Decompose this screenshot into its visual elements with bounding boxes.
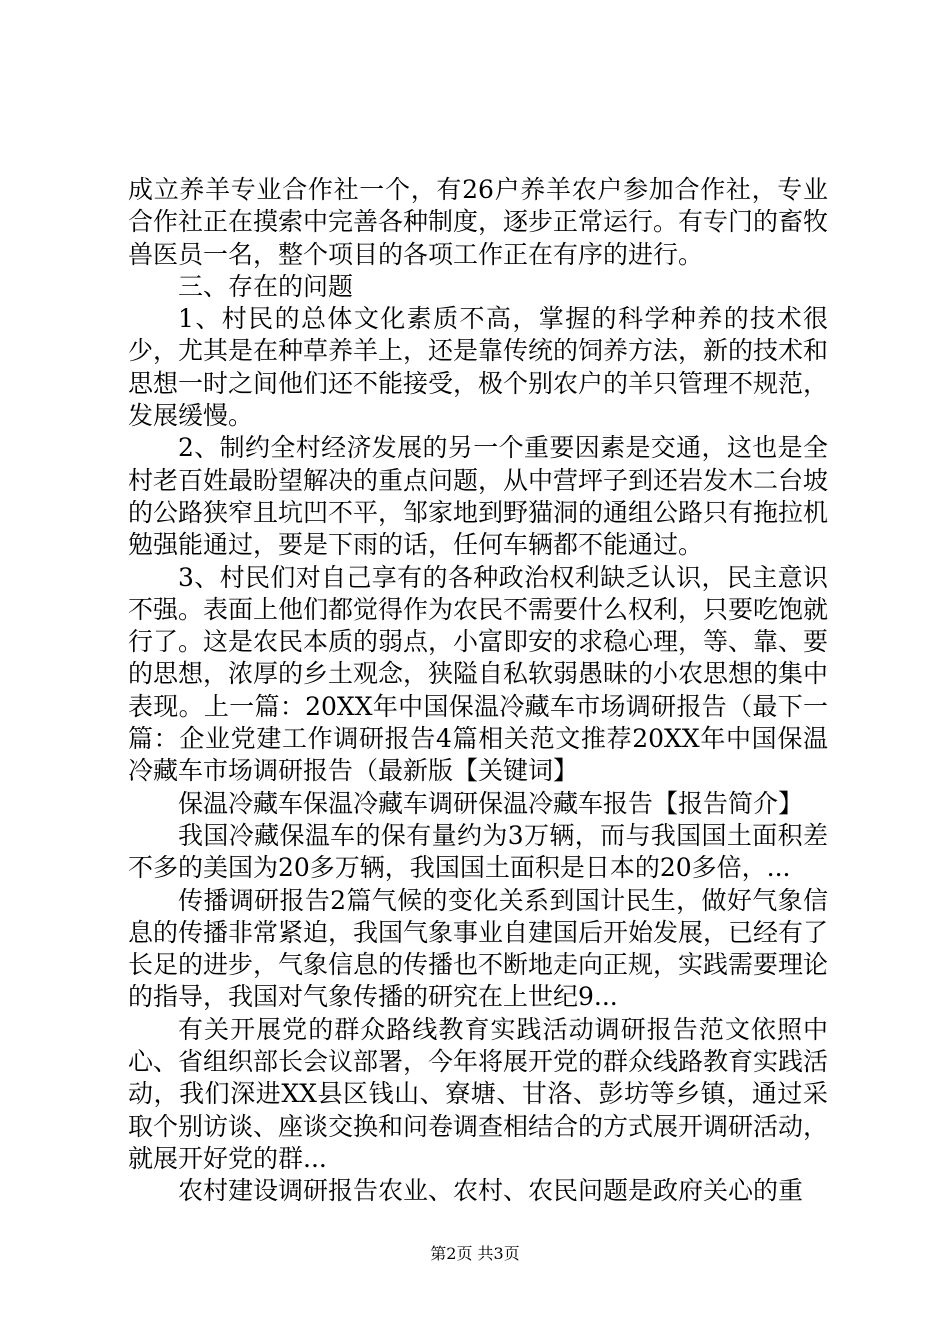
paragraph-problem-1: 1、村民的总体文化素质不高，掌握的科学种养的技术很少，尤其是在种草养羊上，还是靠传统的饲养方法，新的技术和思想一时之间他们还不能接受，极个别农户的羊只管理不规范，发展缓慢。	[128, 304, 829, 431]
paragraph-keywords: 保温冷藏车保温冷藏车调研保温冷藏车报告【报告简介】	[178, 788, 804, 818]
paragraph-summary-refrigerated-truck: 我国冷藏保温车的保有量约为3万辆，而与我国国土面积差不多的美国为20多万辆，我国国土面积是日本的20多倍，...	[128, 820, 828, 883]
section-heading-problems: 三、存在的问题	[178, 271, 354, 301]
paragraph-problem-3: 3、村民们对自己享有的各种政治权利缺乏认识，民主意识不强。表面上他们都觉得作为农民不需要什么权利，只要吃饱就行了。这是农民本质的弱点，小富即安的求稳心理，等、靠、要的思想，浓厚的乡土观念，狭隘自私软弱愚昧的小农思想的集中表现。上一篇：20XX年中国保温冷藏车市场调研报告（最下一篇：企业党建工作调研报告4篇相关范文推荐20XX年中国保温冷藏车市场调研报告（最新版【关键词】	[128, 562, 829, 786]
document-body	[128, 174, 828, 1208]
paragraph-related-rural-construction: 农村建设调研报告农业、农村、农民问题是政府关心的重	[178, 1176, 804, 1206]
paragraph-related-weather-communication: 传播调研报告2篇气候的变化关系到国计民生，做好气象信息的传播非常紧迫，我国气象事业自建国后开始发展，已经有了长足的进步，气象信息的传播也不断地走向正规，实践需要理论的指导，我国对气象传播的研究在上世纪9...	[128, 885, 829, 1012]
paragraph-problem-2: 2、制约全村经济发展的另一个重要因素是交通，这也是全村老百姓最盼望解决的重点问题，从中营坪子到还岩发木二台坡的公路狭窄且坑凹不平，邹家地到野猫洞的通组公路只有拖拉机勉强能通过，要是下雨的话，任何车辆都不能通过。	[128, 433, 829, 560]
paragraph-cooperative: 成立养羊专业合作社一个，有26户养羊农户参加合作社，专业合作社正在摸索中完善各种制度，逐步正常运行。有专门的畜牧兽医员一名，整个项目的各项工作正在有序的进行。	[128, 175, 829, 269]
paragraph-related-mass-line: 有关开展党的群众路线教育实践活动调研报告范文依照中心、省组织部长会议部署，今年将展开党的群众线路教育实践活动，我们深进XX县区钱山、寮塘、甘洛、彭坊等乡镇，通过采取个别访谈、座谈交换和问卷调查相结合的方式展开调研活动，就展开好党的群...	[128, 1014, 829, 1173]
page-footer: 第2页 共3页	[430, 1244, 520, 1263]
